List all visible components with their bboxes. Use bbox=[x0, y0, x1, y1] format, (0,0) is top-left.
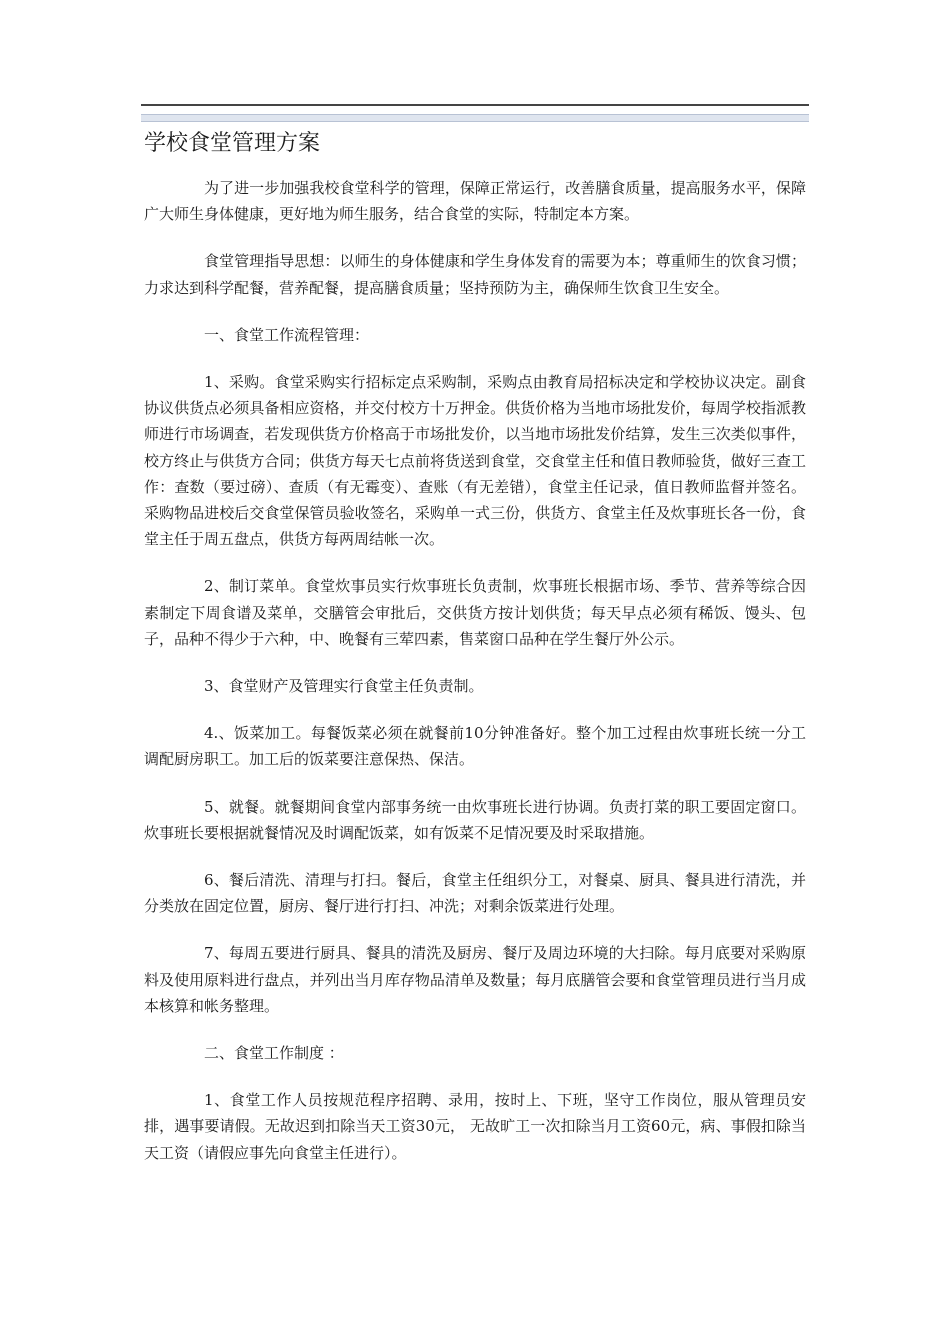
header-band bbox=[141, 114, 809, 122]
document-body bbox=[144, 175, 806, 1187]
section-heading-workflow: 一、食堂工作流程管理： bbox=[204, 325, 370, 344]
section-heading-rules: 二、食堂工作制度 ： bbox=[204, 1044, 344, 1063]
workflow-item-cleaning: 6、餐后清洗、清理与打扫。餐后，食堂主任组织分工，对餐桌、厨具、餐具进行清洗，并分类放在固定位置，厨房、餐厅进行打扫、冲洗；对剩余饭菜进行处理。 bbox=[144, 871, 806, 916]
rules-item-staff: 1、食堂工作人员按规范程序招聘、录用，按时上、下班，坚守工作岗位，服从管理员安排，遇事要请假。无故迟到扣除当天工资30元， 无故旷工一次扣除当月工资60元，病、事假扣除当天工资（请假应事先向食堂主任进行）。 bbox=[144, 1091, 806, 1162]
intro-paragraph: 为了进一步加强我校食堂科学的管理，保障正常运行，改善膳食质量，提高服务水平，保障广大师生身体健康，更好地为师生服务，结合食堂的实际，特制定本方案。 bbox=[144, 179, 806, 224]
header-rule bbox=[141, 104, 809, 106]
workflow-item-processing: 4.、饭菜加工。每餐饭菜必须在就餐前10分钟准备好。整个加工过程由炊事班长统一分工调配厨房职工。加工后的饭菜要注意保热、保洁。 bbox=[144, 724, 806, 769]
document-title: 学校食堂管理方案 bbox=[144, 131, 321, 156]
workflow-item-menu: 2、制订菜单。食堂炊事员实行炊事班长负责制，炊事班长根据市场、季节、营养等综合因素制定下周食谱及菜单，交膳管会审批后，交供货方按计划供货；每天早点必须有稀饭、馒头、包子，品种不得少于六种，中、晚餐有三荤四素，售菜窗口品种在学生餐厅外公示。 bbox=[144, 577, 806, 648]
workflow-item-dining: 5、就餐。就餐期间食堂内部事务统一由炊事班长进行协调。负责打菜的职工要固定窗口。炊事班长要根据就餐情况及时调配饭菜，如有饭菜不足情况要及时采取措施。 bbox=[144, 797, 806, 842]
workflow-item-purchasing: 1、采购。食堂采购实行招标定点采购制，采购点由教育局招标决定和学校协议决定。副食协议供货点必须具备相应资格，并交付校方十万押金。供货价格为当地市场批发价，每周学校指派教师进行市场调查，若发现供货方价格高于市场批发价，以当地市场批发价结算，发生三次类似事件，校方终止与供货方合同；供货方每天七点前将货送到食堂，交食堂主任和值日教师验货，做好三查工作：查数（要过磅）、查质（有无霉变）、查账（有无差错），食堂主任记录，值日教师监督并签名。采购物品进校后交食堂保管员验收签名，采购单一式三份，供货方、食堂主任及炊事班长各一份，食堂主任于周五盘点，供货方每两周结帐一次。 bbox=[144, 373, 806, 549]
guiding-principle-paragraph: 食堂管理指导思想：以师生的身体健康和学生身体发育的需要为本；尊重师生的饮食习惯；力求达到科学配餐，营养配餐，提高膳食质量；坚持预防为主，确保师生饮食卫生安全。 bbox=[144, 252, 806, 297]
workflow-item-weekly: 7、每周五要进行厨具、餐具的清洗及厨房、餐厅及周边环境的大扫除。每月底要对采购原料及使用原料进行盘点，并列出当月库存物品清单及数量；每月底膳管会要和食堂管理员进行当月成本核算和帐务整理。 bbox=[144, 944, 806, 1015]
workflow-item-property: 3、食堂财产及管理实行食堂主任负责制。 bbox=[204, 677, 484, 696]
